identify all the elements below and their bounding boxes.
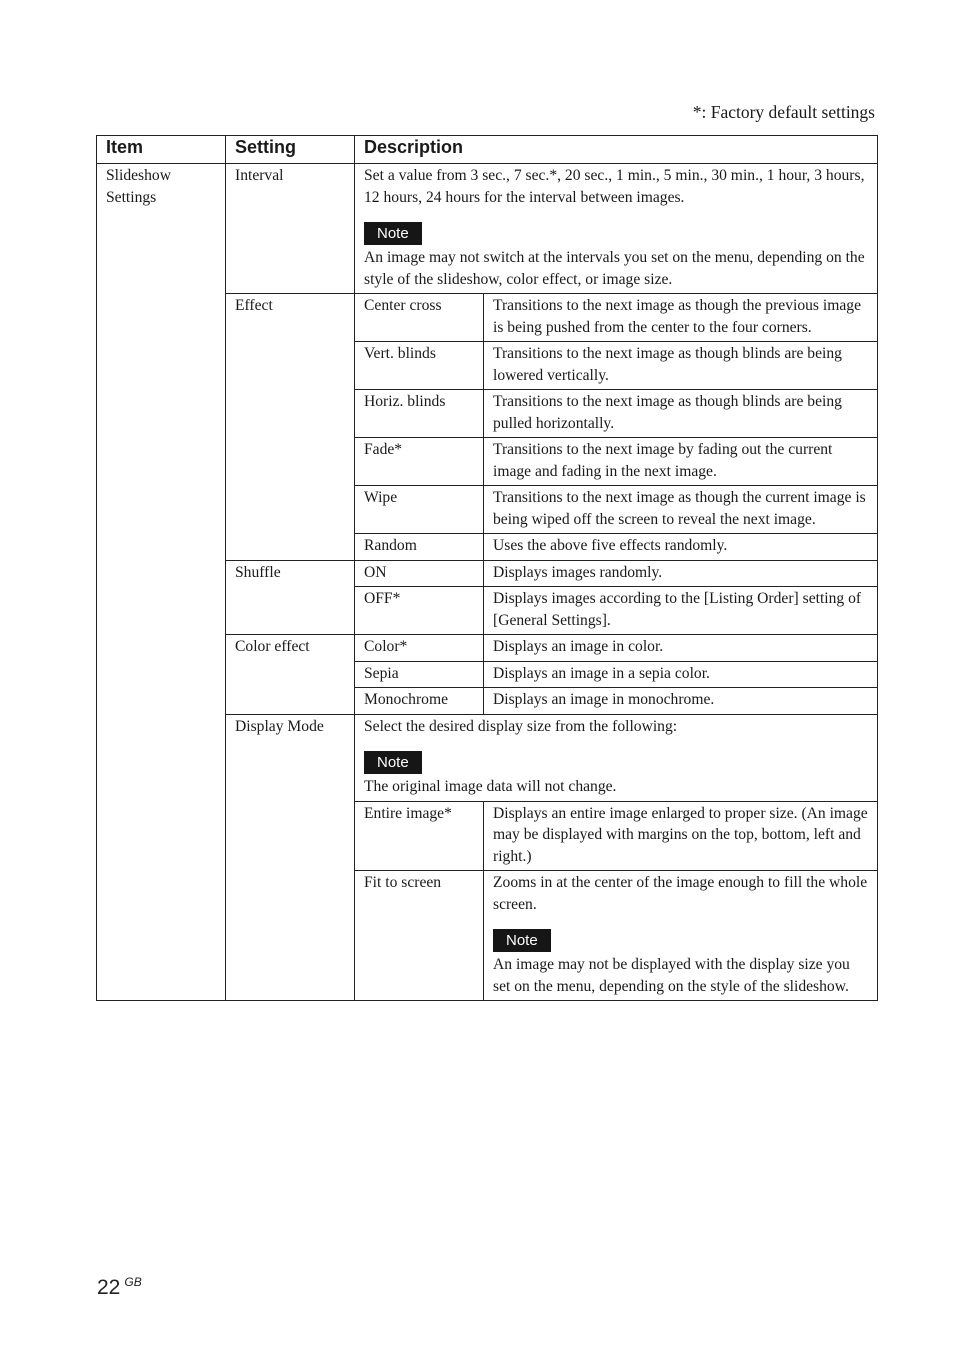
table-header-row xyxy=(97,136,878,164)
interval-description xyxy=(355,164,878,294)
option-label: Random xyxy=(355,534,484,561)
option-label: Wipe xyxy=(355,486,484,534)
fit-to-screen-text: Zooms in at the center of the image enough to fill the whole screen. xyxy=(493,874,868,913)
table-row xyxy=(97,164,878,294)
interval-note: An image may not switch at the intervals you set on the menu, depending on the style of the slideshow, color effect, or image size. xyxy=(364,249,865,288)
option-description xyxy=(484,871,878,1001)
header-item: Item xyxy=(97,136,226,164)
option-description: Transitions to the next image as though blinds are being lowered vertically. xyxy=(484,342,878,390)
option-label: OFF* xyxy=(355,587,484,635)
option-label: Monochrome xyxy=(355,688,484,715)
option-label: Center cross xyxy=(355,294,484,342)
option-description: Transitions to the next image by fading out the current image and fading in the next image. xyxy=(484,438,878,486)
option-description: Displays an entire image enlarged to proper size. (An image may be displayed with margins on the top, bottom, left and right.) xyxy=(484,801,878,871)
setting-display-mode: Display Mode xyxy=(226,714,355,1001)
option-description: Transitions to the next image as though the current image is being wiped off the screen to reveal the next image. xyxy=(484,486,878,534)
page-number-value: 22 xyxy=(97,1276,121,1299)
option-description: Transitions to the next image as though blinds are being pulled horizontally. xyxy=(484,390,878,438)
setting-color-effect: Color effect xyxy=(226,635,355,715)
note-label: Note xyxy=(493,929,551,952)
interval-text: Set a value from 3 sec., 7 sec.*, 20 sec., 1 min., 5 min., 30 min., 1 hour, 3 hours, 12 hours, 24 hours for the interval between images. xyxy=(364,167,865,206)
option-description: Displays images randomly. xyxy=(484,560,878,587)
note-label: Note xyxy=(364,751,422,774)
display-mode-note: The original image data will not change. xyxy=(364,778,617,795)
option-label: ON xyxy=(355,560,484,587)
fit-to-screen-note: An image may not be displayed with the display size you set on the menu, depending on the style of the slideshow. xyxy=(493,956,850,995)
header-description: Description xyxy=(355,136,878,164)
option-description: Displays an image in color. xyxy=(484,635,878,662)
page-number xyxy=(97,1276,142,1300)
display-mode-text: Select the desired display size from the following: xyxy=(364,717,678,735)
option-label: Sepia xyxy=(355,661,484,688)
note-label: Note xyxy=(364,222,422,245)
option-description: Displays images according to the [Listing Order] setting of [General Settings]. xyxy=(484,587,878,635)
option-description: Displays an image in a sepia color. xyxy=(484,661,878,688)
option-label: Fit to screen xyxy=(355,871,484,1001)
settings-table xyxy=(96,135,878,1001)
header-setting: Setting xyxy=(226,136,355,164)
option-label: Entire image* xyxy=(355,801,484,871)
setting-shuffle: Shuffle xyxy=(226,560,355,635)
option-label: Vert. blinds xyxy=(355,342,484,390)
option-description: Uses the above five effects randomly. xyxy=(484,534,878,561)
page-region-suffix: GB xyxy=(124,1275,142,1289)
factory-default-legend: *: Factory default settings xyxy=(692,102,875,122)
option-description: Transitions to the next image as though the previous image is being pushed from the center to the four corners. xyxy=(484,294,878,342)
option-description: Displays an image in monochrome. xyxy=(484,688,878,715)
setting-interval: Interval xyxy=(226,164,355,294)
option-label: Color* xyxy=(355,635,484,662)
option-label: Fade* xyxy=(355,438,484,486)
setting-effect: Effect xyxy=(226,294,355,561)
display-mode-description xyxy=(355,714,878,801)
item-slideshow-settings: Slideshow Settings xyxy=(97,164,226,1001)
option-label: Horiz. blinds xyxy=(355,390,484,438)
